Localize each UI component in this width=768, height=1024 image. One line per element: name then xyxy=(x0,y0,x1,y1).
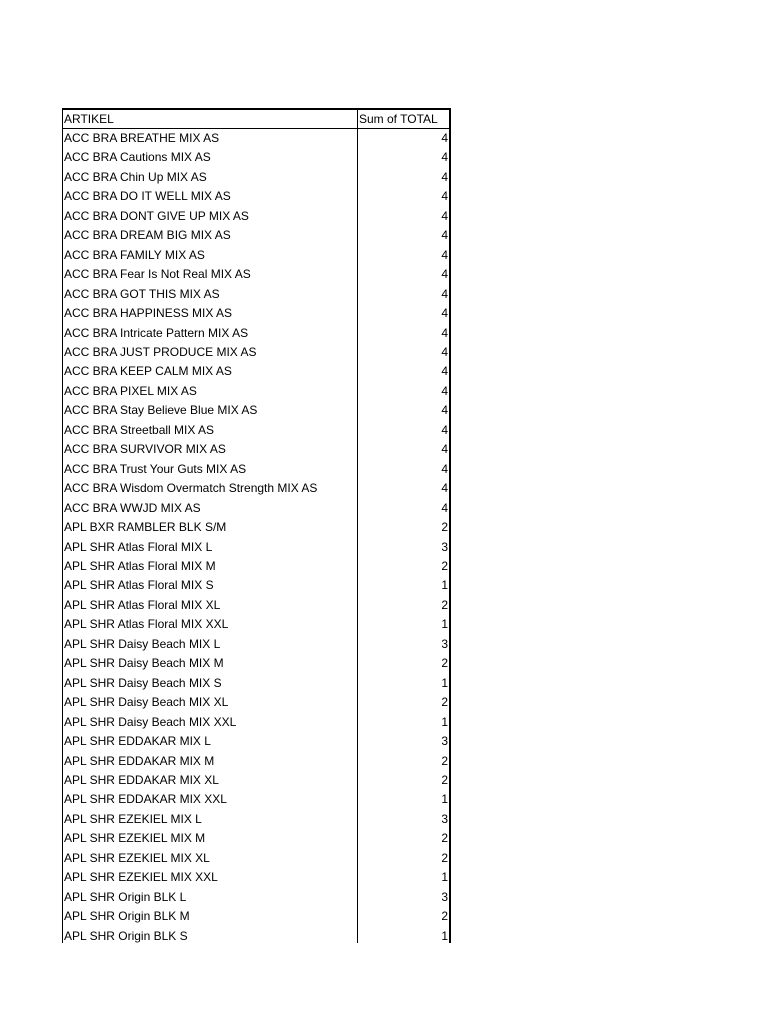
artikel-cell[interactable]: APL SHR EDDAKAR MIX M xyxy=(64,753,215,768)
header-artikel[interactable]: ARTIKEL xyxy=(64,112,114,126)
artikel-cell[interactable]: ACC BRA WWJD MIX AS xyxy=(64,500,201,515)
artikel-cell[interactable]: APL SHR Daisy Beach MIX XL xyxy=(64,695,229,710)
total-cell[interactable]: 4 xyxy=(441,461,448,476)
artikel-cell[interactable]: APL SHR EDDAKAR MIX XXL xyxy=(64,792,227,807)
total-cell[interactable]: 3 xyxy=(441,889,448,904)
artikel-cell[interactable]: APL SHR Atlas Floral MIX S xyxy=(64,578,214,593)
artikel-cell[interactable]: APL SHR Daisy Beach MIX L xyxy=(64,636,221,651)
total-cell[interactable]: 4 xyxy=(441,481,448,496)
artikel-cell[interactable]: ACC BRA Chin Up MIX AS xyxy=(64,169,207,184)
artikel-cell[interactable]: APL SHR Atlas Floral MIX L xyxy=(64,539,213,554)
artikel-cell[interactable]: APL SHR Origin BLK S xyxy=(64,928,188,943)
artikel-cell[interactable]: ACC BRA DREAM BIG MIX AS xyxy=(64,228,231,243)
pivot-table xyxy=(62,108,451,943)
artikel-cell[interactable]: ACC BRA KEEP CALM MIX AS xyxy=(64,364,232,379)
artikel-cell[interactable]: ACC BRA Streetball MIX AS xyxy=(64,422,215,437)
artikel-cell[interactable]: APL SHR EDDAKAR MIX XL xyxy=(64,772,219,787)
table-row xyxy=(63,460,449,479)
table-row xyxy=(63,615,449,634)
total-cell[interactable]: 3 xyxy=(441,811,448,826)
artikel-cell[interactable]: APL SHR EDDAKAR MIX L xyxy=(64,734,211,749)
total-cell[interactable]: 2 xyxy=(441,597,448,612)
table-row xyxy=(63,518,449,537)
table-row xyxy=(63,362,449,381)
total-cell[interactable]: 2 xyxy=(441,831,448,846)
table-row xyxy=(63,674,449,693)
table-row xyxy=(63,129,449,148)
total-cell[interactable]: 4 xyxy=(441,247,448,262)
artikel-cell[interactable]: APL SHR EZEKIEL MIX XXL xyxy=(64,870,218,885)
artikel-cell[interactable]: APL SHR Daisy Beach MIX S xyxy=(64,675,222,690)
table-row xyxy=(63,285,449,304)
table-header-row xyxy=(63,110,449,129)
total-cell[interactable]: 1 xyxy=(441,714,448,729)
table-row xyxy=(63,596,449,615)
total-cell[interactable]: 4 xyxy=(441,169,448,184)
table-row xyxy=(63,868,449,887)
table-row xyxy=(63,343,449,362)
total-cell[interactable]: 1 xyxy=(441,928,448,943)
artikel-cell[interactable]: APL BXR RAMBLER BLK S/M xyxy=(64,520,227,535)
artikel-cell[interactable]: ACC BRA SURVIVOR MIX AS xyxy=(64,442,226,457)
artikel-cell[interactable]: APL SHR Origin BLK L xyxy=(64,889,187,904)
total-cell[interactable]: 1 xyxy=(441,617,448,632)
total-cell[interactable]: 4 xyxy=(441,131,448,145)
table-row xyxy=(63,810,449,829)
table-row xyxy=(63,499,449,518)
table-row xyxy=(63,849,449,868)
table-row xyxy=(63,790,449,809)
table-row xyxy=(63,888,449,907)
table-row xyxy=(63,927,449,943)
table-row xyxy=(63,907,449,926)
artikel-cell[interactable]: ACC BRA FAMILY MIX AS xyxy=(64,247,205,262)
artikel-cell[interactable]: ACC BRA GOT THIS MIX AS xyxy=(64,286,220,301)
artikel-cell[interactable]: APL SHR Daisy Beach MIX M xyxy=(64,656,224,671)
table-row xyxy=(63,654,449,673)
table-row xyxy=(63,324,449,343)
table-row xyxy=(63,693,449,712)
artikel-cell[interactable]: ACC BRA Cautions MIX AS xyxy=(64,150,211,165)
total-cell[interactable]: 4 xyxy=(441,500,448,515)
artikel-cell[interactable]: APL SHR Origin BLK M xyxy=(64,909,190,924)
table-row xyxy=(63,440,449,459)
artikel-cell[interactable]: APL SHR Atlas Floral MIX M xyxy=(64,558,216,573)
total-cell[interactable]: 4 xyxy=(441,189,448,204)
table-row xyxy=(63,732,449,751)
artikel-cell[interactable]: ACC BRA Stay Believe Blue MIX AS xyxy=(64,403,258,418)
total-cell[interactable]: 3 xyxy=(441,734,448,749)
artikel-cell[interactable]: ACC BRA Intricate Pattern MIX AS xyxy=(64,325,249,340)
table-body xyxy=(63,129,449,943)
artikel-cell[interactable]: APL SHR EZEKIEL MIX L xyxy=(64,811,202,826)
table-row xyxy=(63,382,449,401)
table-row xyxy=(63,421,449,440)
artikel-cell[interactable]: ACC BRA Trust Your Guts MIX AS xyxy=(64,461,247,476)
total-cell[interactable]: 4 xyxy=(441,364,448,379)
table-row xyxy=(63,576,449,595)
table-row xyxy=(63,226,449,245)
table-row xyxy=(63,265,449,284)
table-row xyxy=(63,713,449,732)
total-cell[interactable]: 2 xyxy=(441,695,448,710)
total-cell[interactable]: 4 xyxy=(441,306,448,321)
artikel-cell[interactable]: ACC BRA HAPPINESS MIX AS xyxy=(64,306,233,321)
table-row xyxy=(63,304,449,323)
total-cell[interactable]: 2 xyxy=(441,753,448,768)
table-row xyxy=(63,246,449,265)
artikel-cell[interactable]: ACC BRA JUST PRODUCE MIX AS xyxy=(64,344,257,359)
total-cell[interactable]: 4 xyxy=(441,442,448,457)
artikel-cell[interactable]: APL SHR Daisy Beach MIX XXL xyxy=(64,714,237,729)
artikel-cell[interactable]: APL SHR Atlas Floral MIX XXL xyxy=(64,617,229,632)
total-cell[interactable]: 4 xyxy=(441,422,448,437)
table-row xyxy=(63,401,449,420)
total-cell[interactable]: 1 xyxy=(441,870,448,885)
table-row xyxy=(63,148,449,167)
total-cell[interactable]: 2 xyxy=(441,850,448,865)
total-cell[interactable]: 4 xyxy=(441,383,448,398)
artikel-cell[interactable]: ACC BRA BREATHE MIX AS xyxy=(64,131,220,145)
total-cell[interactable]: 4 xyxy=(441,344,448,359)
artikel-cell[interactable]: ACC BRA PIXEL MIX AS xyxy=(64,383,197,398)
total-cell[interactable]: 2 xyxy=(441,909,448,924)
table-row xyxy=(63,168,449,187)
total-cell[interactable]: 2 xyxy=(441,772,448,787)
table-row xyxy=(63,635,449,654)
total-cell[interactable]: 3 xyxy=(441,539,448,554)
total-cell[interactable]: 4 xyxy=(441,208,448,223)
table-row xyxy=(63,187,449,206)
artikel-cell[interactable]: ACC BRA Fear Is Not Real MIX AS xyxy=(64,267,251,282)
table-row xyxy=(63,479,449,498)
total-cell[interactable]: 4 xyxy=(441,286,448,301)
total-cell[interactable]: 4 xyxy=(441,150,448,165)
total-cell[interactable]: 4 xyxy=(441,228,448,243)
artikel-cell[interactable]: APL SHR Atlas Floral MIX XL xyxy=(64,597,221,612)
table-row xyxy=(63,752,449,771)
table-row xyxy=(63,829,449,848)
total-cell[interactable]: 1 xyxy=(441,578,448,593)
total-cell[interactable]: 2 xyxy=(441,656,448,671)
total-cell[interactable]: 3 xyxy=(441,636,448,651)
total-cell[interactable]: 4 xyxy=(441,325,448,340)
table-row xyxy=(63,538,449,557)
header-sum-of-total[interactable]: Sum of TOTAL xyxy=(359,112,438,126)
total-cell[interactable]: 2 xyxy=(441,520,448,535)
artikel-cell[interactable]: ACC BRA DO IT WELL MIX AS xyxy=(64,189,231,204)
total-cell[interactable]: 1 xyxy=(441,675,448,690)
artikel-cell[interactable]: APL SHR EZEKIEL MIX XL xyxy=(64,850,210,865)
table-row xyxy=(63,771,449,790)
artikel-cell[interactable]: APL SHR EZEKIEL MIX M xyxy=(64,831,206,846)
artikel-cell[interactable]: ACC BRA Wisdom Overmatch Strength MIX AS xyxy=(64,481,318,496)
artikel-cell[interactable]: ACC BRA DONT GIVE UP MIX AS xyxy=(64,208,249,223)
table-row xyxy=(63,557,449,576)
total-cell[interactable]: 4 xyxy=(441,403,448,418)
total-cell[interactable]: 4 xyxy=(441,267,448,282)
total-cell[interactable]: 1 xyxy=(441,792,448,807)
table-row xyxy=(63,207,449,226)
total-cell[interactable]: 2 xyxy=(441,558,448,573)
